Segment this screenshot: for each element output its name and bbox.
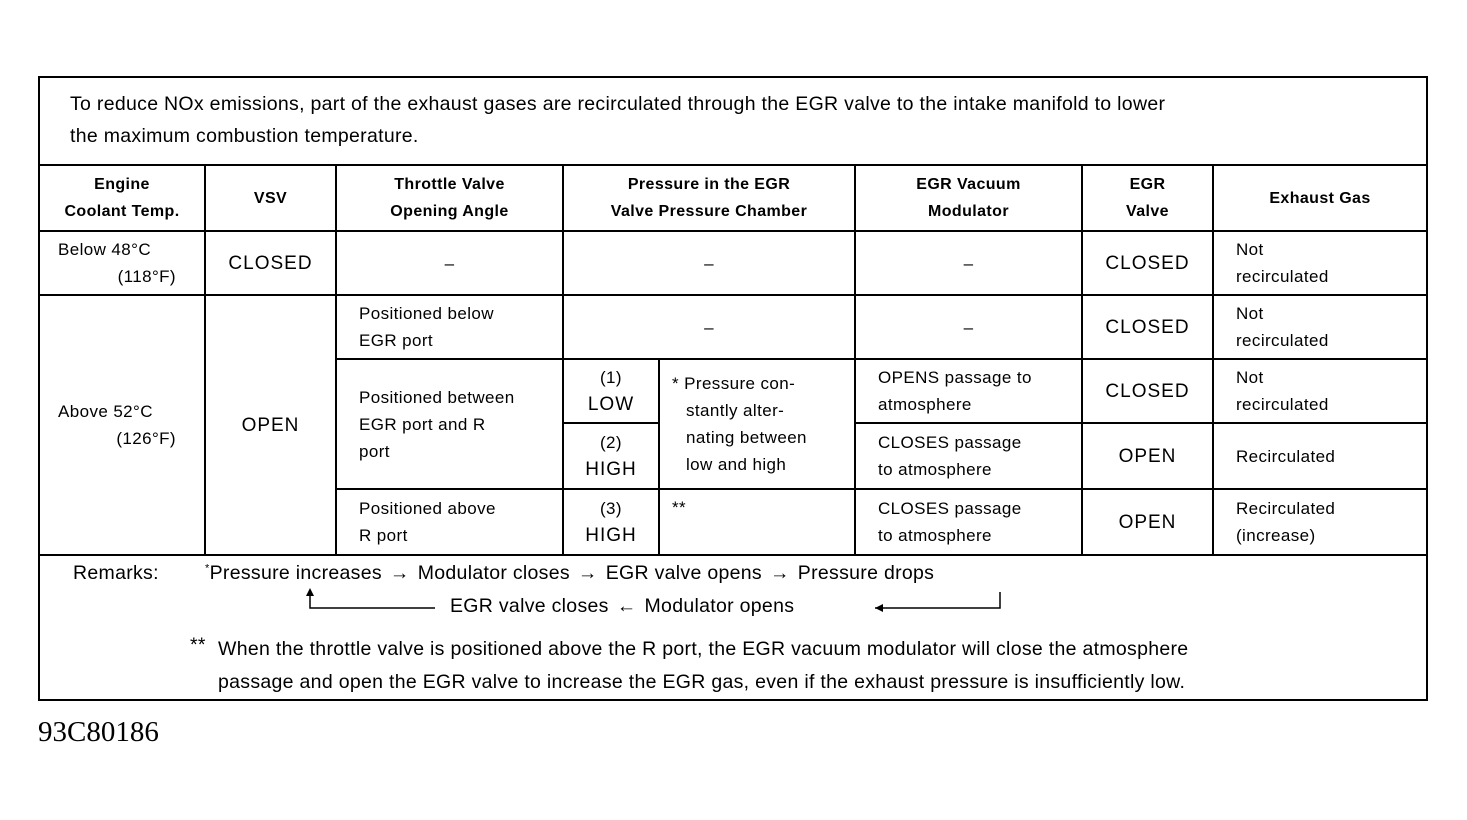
cell-below-throttle: – (336, 231, 563, 295)
intro-line-1: To reduce NOx emissions, part of the exhaust gases are recirculated through the EGR valve to the intake manifold to lower (70, 93, 1166, 115)
cell-sub2b-modulator (855, 423, 1082, 489)
cell-below-exhaust (1213, 231, 1426, 295)
double-star-note-line-2: passage and open the EGR valve to increase the EGR gas, even if the exhaust pressure is insufficiently low. (218, 671, 1186, 693)
table-row-below (40, 231, 1426, 295)
sub3-exhaust-line-1: Recirculated (1236, 499, 1336, 518)
sub2-throttle-line-2: EGR port and R (359, 414, 486, 434)
loop-top-line (205, 562, 934, 585)
pressure-3-number: (3) (600, 499, 622, 518)
arrow-right-icon: → (769, 562, 790, 584)
header-pressure (563, 165, 855, 231)
header-modulator-line-1: EGR Vacuum (916, 176, 1021, 193)
header-coolant-temp (40, 165, 205, 231)
header-pressure-line-2: Valve Pressure Chamber (610, 203, 808, 220)
egr-operation-table (40, 164, 1426, 556)
cell-below-modulator: – (855, 231, 1082, 295)
below-temp-line-1: Below 48°C (58, 240, 152, 259)
sub2a-modulator-line-1: OPENS passage to (878, 368, 1032, 387)
cell-above-temp (40, 295, 205, 555)
header-pressure-line-1: Pressure in the EGR (627, 176, 791, 193)
header-row (40, 165, 1426, 231)
loop-bottom-line (450, 595, 794, 618)
egr-system-table-frame (38, 76, 1428, 701)
header-throttle (336, 165, 563, 231)
figure-id: 93C80186 (38, 716, 159, 748)
cell-sub2a-exhaust (1213, 359, 1426, 423)
cell-sub1-throttle (336, 295, 563, 359)
loop-step-modulator-closes: Modulator closes (417, 562, 570, 584)
cell-pressure-note (659, 359, 855, 489)
cell-pressure-2 (563, 423, 659, 489)
below-exhaust-line-1: Not (1236, 240, 1264, 259)
sub2-throttle-line-3: port (359, 441, 390, 461)
cell-sub3-modulator (855, 489, 1082, 555)
loop-return-left-line (310, 591, 435, 608)
loop-return-right-line (875, 592, 1000, 608)
sub1-exhaust-line-2: recirculated (1236, 331, 1329, 350)
pressure-note-line-2: stantly alter- (686, 401, 785, 420)
loop-return-up-arrowhead (306, 588, 314, 596)
loop-return-left-arrowhead (875, 604, 883, 612)
pressure-2-number: (2) (600, 433, 622, 452)
pressure-1-number: (1) (600, 368, 622, 387)
cell-above-vsv: OPEN (205, 295, 336, 555)
above-temp-line-2: (126°F) (116, 429, 176, 448)
sub3-throttle-line-1: Positioned above (359, 499, 496, 518)
header-coolant-line-1: Engine (94, 176, 150, 193)
header-coolant-line-2: Coolant Temp. (64, 203, 180, 220)
header-modulator (855, 165, 1082, 231)
cell-sub2b-egr: OPEN (1082, 423, 1213, 489)
sub3-modulator-line-1: CLOSES passage (878, 499, 1022, 518)
sub2a-exhaust-line-2: recirculated (1236, 395, 1329, 414)
below-exhaust-line-2: recirculated (1236, 267, 1329, 286)
cell-below-pressure: – (563, 231, 855, 295)
remarks-label: Remarks: (73, 562, 159, 584)
double-star-marker: ** (190, 634, 206, 656)
sub3-exhaust-line-2: (increase) (1236, 526, 1316, 545)
sub1-throttle-line-1: Positioned below (359, 304, 494, 323)
header-exhaust-gas (1213, 165, 1426, 231)
below-temp-line-2: (118°F) (117, 267, 176, 286)
header-throttle-line-2: Opening Angle (390, 203, 509, 220)
sub2-throttle-line-1: Positioned between (359, 387, 515, 407)
cell-sub2b-exhaust: Recirculated (1213, 423, 1426, 489)
pressure-2-level: HIGH (585, 459, 637, 480)
sub2b-modulator-line-2: to atmosphere (878, 460, 992, 479)
above-temp-line-1: Above 52°C (58, 402, 153, 421)
loop-step-pressure-drops: Pressure drops (797, 562, 935, 584)
cell-sub2-throttle (336, 359, 563, 489)
cell-sub1-modulator: – (855, 295, 1082, 359)
intro-text (70, 88, 1415, 152)
pressure-1-level: LOW (587, 394, 635, 415)
pressure-note-line-3: nating between (686, 428, 807, 447)
sub1-throttle-line-2: EGR port (359, 331, 434, 350)
remarks-section (40, 552, 1426, 699)
header-egr-line-2: Valve (1126, 203, 1169, 220)
cell-sub3-egr: OPEN (1082, 489, 1213, 555)
cell-sub1-pressure: – (563, 295, 855, 359)
header-modulator-line-2: Modulator (928, 203, 1009, 220)
cell-sub1-egr: CLOSED (1082, 295, 1213, 359)
header-egr-line-1: EGR (1129, 176, 1166, 193)
cell-sub1-exhaust (1213, 295, 1426, 359)
loop-step-egr-valve-opens: EGR valve opens (605, 562, 762, 584)
pressure-note-line-4: low and high (686, 455, 787, 474)
loop-step-modulator-opens: Modulator opens (644, 595, 795, 617)
header-egr-valve (1082, 165, 1213, 231)
cell-pressure-1 (563, 359, 659, 423)
sub3-modulator-line-2: to atmosphere (878, 526, 992, 545)
cell-below-egr: CLOSED (1082, 231, 1213, 295)
loop-step-pressure-increases: Pressure increases (209, 562, 382, 584)
loop-step-egr-valve-closes: EGR valve closes (450, 595, 609, 617)
cell-sub2a-egr: CLOSED (1082, 359, 1213, 423)
sub2a-modulator-line-2: atmosphere (878, 395, 972, 414)
cell-below-temp (40, 231, 205, 295)
cell-sub3-throttle (336, 489, 563, 555)
loop-star: * (205, 562, 210, 575)
intro-line-2: the maximum combustion temperature. (70, 125, 419, 147)
cell-sub2a-modulator (855, 359, 1082, 423)
pressure-3-level: HIGH (585, 525, 637, 546)
sub2a-exhaust-line-1: Not (1236, 368, 1264, 387)
cell-below-vsv: CLOSED (205, 231, 336, 295)
sub3-throttle-line-2: R port (359, 526, 408, 545)
cell-pressure-3 (563, 489, 659, 555)
header-exhaust-label: Exhaust Gas (1269, 189, 1371, 207)
header-vsv (205, 165, 336, 231)
pressure-note-line-1: * Pressure con- (672, 374, 796, 393)
arrow-left-icon: ← (616, 595, 637, 617)
double-star-note-line-1: When the throttle valve is positioned above the R port, the EGR vacuum modulator will close the atmosphere (218, 638, 1189, 660)
header-vsv-label: VSV (253, 189, 288, 207)
arrow-right-icon: → (577, 562, 598, 584)
cell-sub3-exhaust (1213, 489, 1426, 555)
header-throttle-line-1: Throttle Valve (394, 176, 505, 193)
cell-sub3-note: ** (659, 489, 855, 555)
sub2b-modulator-line-1: CLOSES passage (878, 433, 1022, 452)
table-row-above-1 (40, 295, 1426, 359)
sub1-exhaust-line-1: Not (1236, 304, 1264, 323)
arrow-right-icon: → (389, 562, 410, 584)
